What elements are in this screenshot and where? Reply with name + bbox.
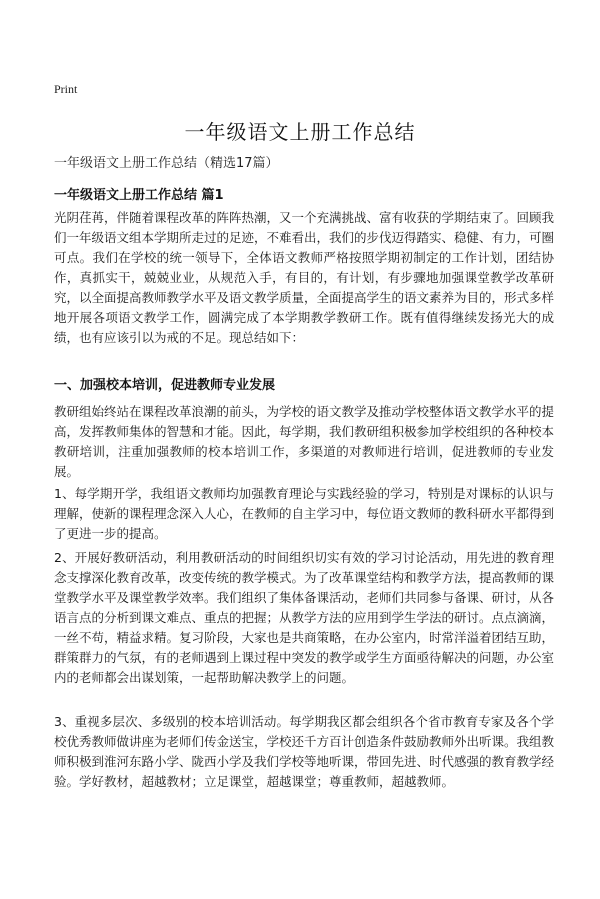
heading-teacher-training: 一、加强校本培训，促进教师专业发展: [54, 378, 276, 393]
paragraph-point-2: 2、开展好教研活动，利用教研活动的时间组织切实有效的学习讨论活动，用先进的教育理念支撑深化教育改革，改变传统的教学模式。为了改革课堂结构和教学方法，提高教师的课堂教学水平及课堂教学效率。我们组织了集体备课活动，老师们共同参与备课、研讨，从各语言点的分析到课文难点、重点的把握；从教学方法的应用到学生学法的研讨。点点滴滴，一丝不苟，精益求精。复习阶段，大家也是共商策略，在办公室内，时常洋溢着团结互助，群策群力的气氛，有的老师遇到上课过程中突发的教学或学生方面亟待解决的问题，办公室内的老师都会出谋划策，一起帮助解决教学上的问题。: [54, 550, 555, 685]
document-subtitle: 一年级语文上册工作总结（精选17篇）: [54, 156, 279, 171]
print-label: Print: [54, 82, 78, 96]
paragraph-point-1: 1、每学期开学，我组语文教师均加强教育理论与实践经验的学习，特别是对课标的认识与理解，使新的课程理念深入人心，在教师的自主学习中，每位语文教师的教科研水平都得到了更进一步的提高。: [54, 486, 555, 541]
paragraph-training-overview: 教研组始终站在课程改革浪潮的前头，为学校的语文教学及推动学校整体语文教学水平的提高，发挥教师集体的智慧和才能。因此，每学期，我们教研组积极参加学校组织的各种校本教研培训，注重加强教师的校本培训工作，多渠道的对教师进行培训，促进教师的专业发展。: [54, 404, 555, 479]
paragraph-point-3: 3、重视多层次、多级别的校本培训活动。每学期我区都会组织各个省市教育专家及各个学校优秀教师做讲座为老师们传金送宝，学校还千方百计创造条件鼓励教师外出听课。我组教师积极到淮河东路小学、陇西小学及我们学校等地听课，带回先进、时代感强的教育教学经验。学好教材，超越教材；立足课堂，超越课堂；尊重教师，超越教师。: [54, 714, 555, 789]
page-title: 一年级语文上册工作总结: [184, 120, 416, 144]
section-heading: 一年级语文上册工作总结 篇1: [54, 188, 224, 203]
intro-paragraph: 光阴荏苒，伴随着课程改革的阵阵热潮，又一个充满挑战、富有收获的学期结束了。回顾我们一年级语文组本学期所走过的足迹，不难看出，我们的步伐迈得踏实、稳健、有力，可圈可点。我们在学校的统一领导下，全体语文教师严格按照学期初制定的工作计划，团结协作，真抓实干，兢兢业业，从规范入手，有目的，有计划，有步骤地加强课堂教学改革研究，以全面提高教师教学水平及语文教学质量，全面提高学生的语文素养为目的，形式多样地开展各项语文教学工作，圆满完成了本学期教学教研工作。既有值得继续发扬光大的成绩，也有应该引以为戒的不足。现总结如下：: [54, 210, 555, 345]
